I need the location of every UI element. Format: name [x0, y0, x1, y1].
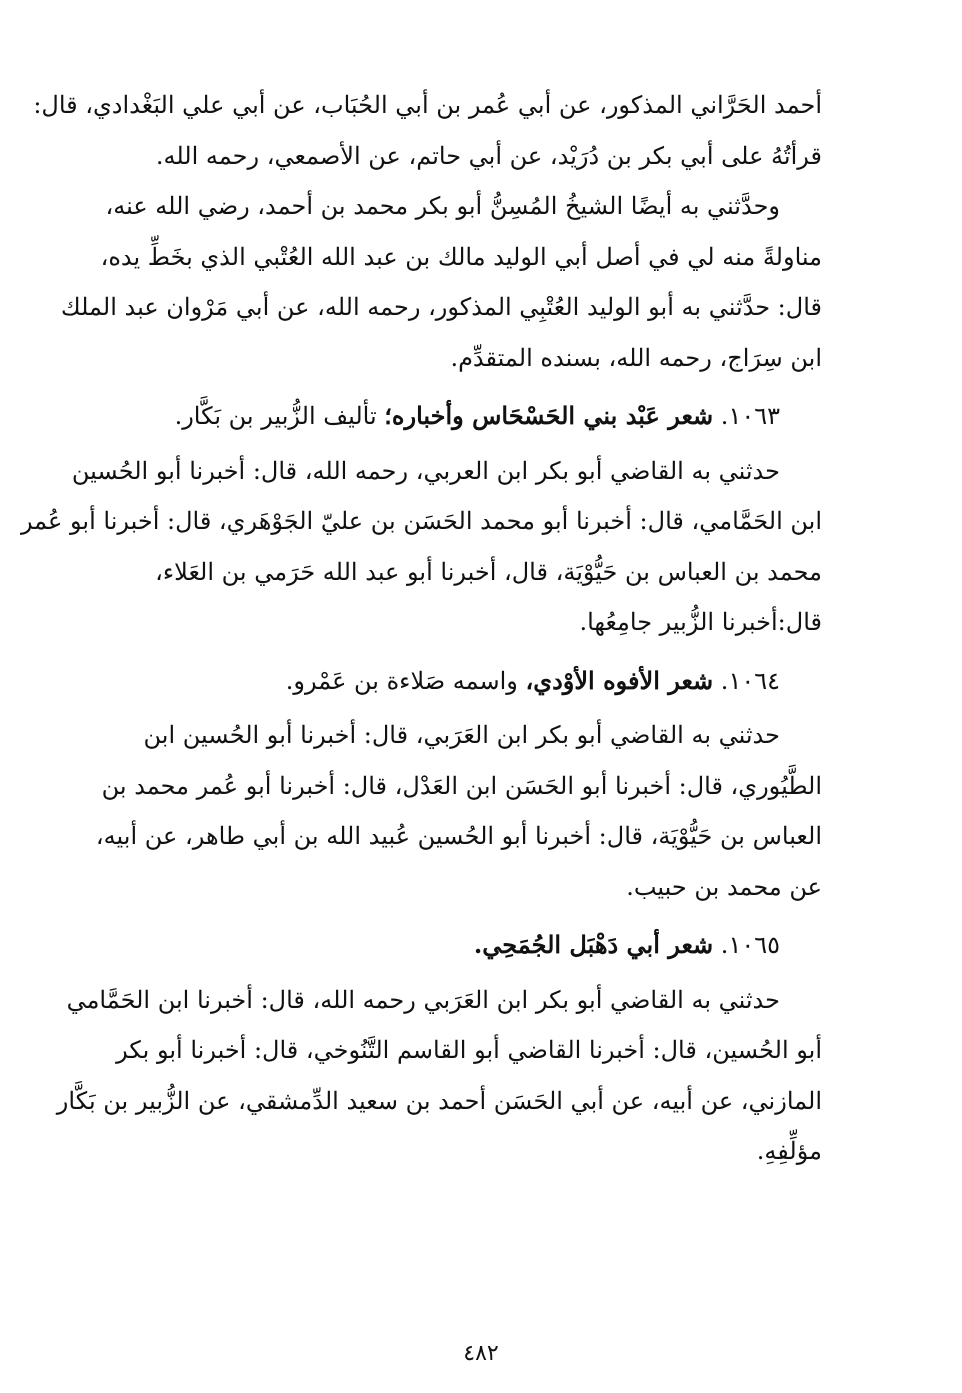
text-line: مناولةً منه لي في أصل أبي الوليد مالك بن عبد الله العُتْبي الذي بخَطِّ يده،	[100, 242, 822, 271]
entry-title: شعر عَبْد بني الحَسْحَاس وأخباره؛	[384, 401, 714, 430]
text-line: وحدَّثني به أيضًا الشيخُ المُسِنُّ أبو بكر محمد بن أحمد، رضي الله عنه،	[105, 192, 780, 220]
text-line: حدثني به القاضي أبو بكر ابن العَرَبي رحمه الله، قال: أخبرنا ابن الحَمَّامي	[66, 985, 780, 1014]
text-line: عن محمد بن حبيب.	[626, 872, 822, 901]
text-line: أحمد الحَرَّاني المذكور، عن أبي عُمر بن أبي الحُبَاب، عن أبي علي البَغْدادي، قال:	[33, 91, 822, 119]
entry-title: شعر الأفوه الأوْدي،	[525, 665, 714, 695]
entry-number: ١٠٦٤.	[720, 666, 780, 695]
entry-number: ١٠٦٣.	[720, 402, 780, 430]
entry-subtitle: واسمه صَلاءة بن عَمْرو.	[285, 666, 518, 695]
text-line: المازني، عن أبيه، عن أبي الحَسَن أحمد بن سعيد الدِّمشقي، عن الزُّبير بن بَكَّار	[56, 1086, 822, 1115]
text-line: العباس بن حَيُّوْيَة، قال: أخبرنا أبو الحُسين عُبيد الله بن أبي طاهر، عن أبيه،	[95, 822, 822, 850]
entry-heading	[138, 920, 822, 971]
text-line: مؤلِّفِهِ.	[756, 1137, 822, 1165]
text-line: حدثني به القاضي أبو بكر ابن العربي، رحمه الله، قال: أخبرنا أبو الحُسين	[71, 456, 780, 485]
text-line: قال: حدَّثني به أبو الوليد العُتْبِي المذكور، رحمه الله، عن أبي مَرْوان عبد الملك	[60, 293, 822, 321]
text-line: ابن سِرَاج، رحمه الله، بسنده المتقدِّم.	[450, 343, 822, 372]
entry-heading	[138, 391, 822, 442]
entry-number: ١٠٦٥.	[720, 931, 780, 959]
page-number: ٤٨٢	[463, 1341, 499, 1366]
entry-subtitle: تأليف الزُّبير بن بَكَّار.	[174, 402, 377, 430]
text-line: قرأتُهُ على أبي بكر بن دُرَيْد، عن أبي حاتم، عن الأصمعي، رحمه الله.	[155, 141, 822, 170]
text-line: حدثني به القاضي أبو بكر ابن العَرَبي، قال: أخبرنا أبو الحُسين ابن	[143, 721, 780, 749]
body-text	[20, 80, 822, 1177]
text-line: قال:أخبرنا الزُّبير جامِعُها.	[579, 608, 822, 636]
text-line: الطَّيُوري، قال: أخبرنا أبو الحَسَن ابن العَدْل، قال: أخبرنا أبو عُمر محمد بن	[101, 771, 822, 800]
entry-heading	[138, 656, 822, 707]
text-line: أبو الحُسين، قال: أخبرنا القاضي أبو القاسم التَّنُوخي، قال: أخبرنا أبو بكر	[116, 1036, 822, 1064]
text-line: ابن الحَمَّامي، قال: أخبرنا أبو محمد الحَسَن بن عليّ الجَوْهَري، قال: أخبرنا أبو عُمر	[20, 507, 822, 535]
text-line: محمد بن العباس بن حَيُّوْيَة، قال، أخبرنا أبو عبد الله حَرَمي بن العَلاء،	[155, 557, 822, 586]
entry-title: شعر أبي دَهْبَل الجُمَحِي.	[473, 930, 714, 959]
